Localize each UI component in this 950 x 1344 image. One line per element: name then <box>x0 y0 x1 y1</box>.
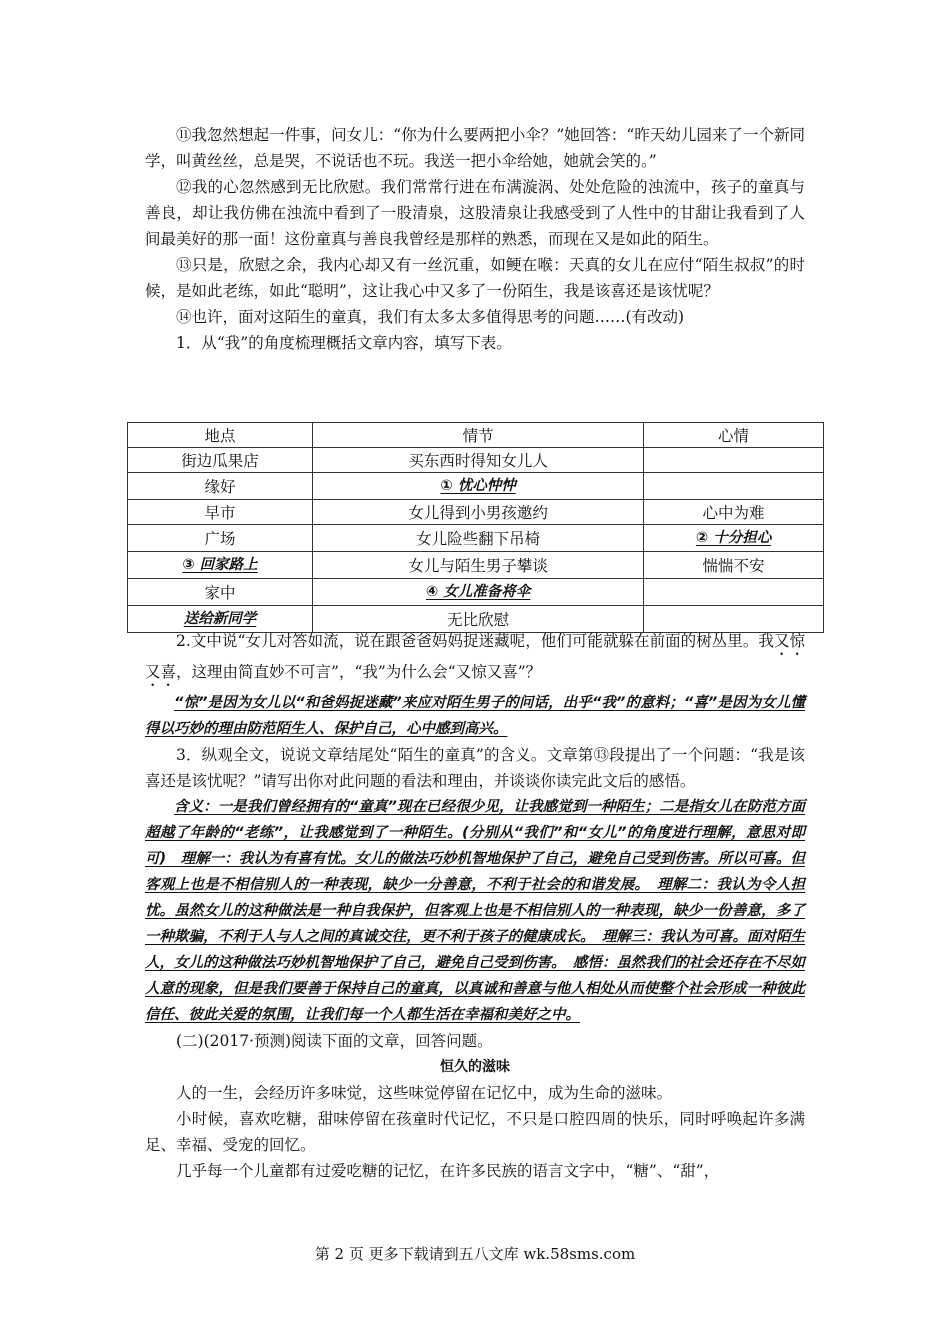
page-footer: 第 2 页 更多下载请到五八文库 wk.58sms.com <box>314 1245 636 1263</box>
table-header: 情节 <box>313 423 644 448</box>
table-cell <box>644 448 824 473</box>
table-cell: 心中为难 <box>644 500 824 525</box>
article-paragraph-1: 人的一生，会经历许多味觉，这些味觉停留在记忆中，成为生命的滋味。 <box>176 1084 673 1102</box>
table-cell: 惴惴不安 <box>644 552 824 579</box>
table-header-row <box>128 423 824 448</box>
table-cell: 女儿险些翻下吊椅 <box>313 525 644 552</box>
paragraph-11: ⑪我忽然想起一件事，问女儿：“你为什么要两把小伞？”她回答：“昨天幼儿园来了一个新同学，叫黄丝丝，总是哭，不说话也不玩。我送一把小伞给她，她就会笑的。” <box>145 126 805 170</box>
table-row <box>128 552 824 579</box>
paragraph-13: ⑬只是，欣慰之余，我内心却又有一丝沉重，如鲠在喉：天真的女儿在应付“陌生叔叔”的时候，是如此老练，如此“聪明”，这让我心中又多了一份陌生，我是该喜还是该忧呢？ <box>145 256 805 300</box>
questions-block <box>145 628 805 1184</box>
table-cell <box>644 473 824 500</box>
question-2-answer: “惊”是因为女儿以“和爸妈捉迷藏”来应对陌生男子的问话，出乎“我”的意料；“喜”是因为女儿懂得以巧妙的理由防范陌生人、保护自己，心中感到高兴。 <box>145 695 805 737</box>
question-3-prompt: 3．纵观全文，说说文章结尾处“陌生的童真”的含义。文章第⑬段提出了一个问题：“我是该喜还是该忧呢？”请写出你对此问题的看法和理由，并谈谈你读完此文后的感悟。 <box>145 746 805 790</box>
table-cell-answer: ③ 回家路上 <box>128 552 313 579</box>
table-cell: 女儿得到小男孩邀约 <box>313 500 644 525</box>
article-paragraph-2: 小时候，喜欢吃糖，甜味停留在孩童时代记忆，不只是口腔四周的快乐，同时呼唤起许多满足、幸福、受宠的回忆。 <box>145 1110 805 1154</box>
question-3-answer: 含义：一是我们曾经拥有的“童真”现在已经很少见，让我感觉到一种陌生；二是指女儿在防范方面超越了年龄的“老练”，让我感觉到了一种陌生。(分别从“我们”和“女儿”的角度进行理解，意思对即可) 理解一：我认为有喜有忧。女儿的做法巧妙机智地保护了自己，避免自己受到伤害。所以可喜。但客观上也是不相信别人的一种表现，缺少一分善意，不利于社会的和谐发展。 理解二：我认为令人担忧。虽然女儿的这种做法是一种自我保护，但客观上也是不相信别人的一种表现，缺少一份善意，多了一种欺骗，不利于人与人之间的真诚交往，更不利于孩子的健康成长。 理解三：我认为可喜。面对陌生人，女儿的这种做法巧妙机智地保护了自己，避免自己受到伤害。 感悟：虽然我们的社会还存在不尽如人意的现象，但是我们要善于保持自己的童真，以真诚和善意与他人相处从而使整个社会形成一种彼此信任、彼此关爱的氛围，让我们每一个人都生活在幸福和美好之中。 <box>145 799 805 1023</box>
table-cell: 广场 <box>128 525 313 552</box>
article-paragraph-3: 几乎每一个儿童都有过爱吃糖的记忆，在许多民族的语言文字中，“糖”、“甜”， <box>176 1162 720 1180</box>
table-cell: 买东西时得知女儿人 <box>313 448 644 473</box>
section-2-intro: (二)(2017·预测)阅读下面的文章，回答问题。 <box>176 1032 493 1050</box>
table-cell-answer: 送给新同学 <box>128 606 313 633</box>
article-title: 恒久的滋味 <box>440 1059 510 1075</box>
table-header: 地点 <box>128 423 313 448</box>
paragraph-12: ⑫我的心忽然感到无比欣慰。我们常常行进在布满漩涡、处处危险的浊流中，孩子的童真与善良，却让我仿佛在浊流中看到了一股清泉，这股清泉让我感受到了人性中的甘甜让我看到了人间最美好的那一面！这份童真与善良我曾经是那样的熟悉，而现在又是如此的陌生。 <box>145 178 805 248</box>
table-cell: 女儿与陌生男子攀谈 <box>313 552 644 579</box>
table-row <box>128 500 824 525</box>
paragraph-14: ⑭也许，面对这陌生的童真，我们有太多太多值得思考的问题……(有改动) <box>176 308 685 326</box>
table-row <box>128 448 824 473</box>
table-cell: 街边瓜果店 <box>128 448 313 473</box>
passage-top <box>145 122 805 356</box>
table-cell-answer: ④ 女儿准备将伞 <box>313 579 644 606</box>
table-cell: 家中 <box>128 579 313 606</box>
question-2-prompt: 2.文中说“女儿对答如流，说在跟爸爸妈妈捉迷藏呢，他们可能就躲在前面的树丛里。我又惊又喜，这理由简直妙不可言”，“我”为什么会“又惊又喜”？ <box>145 632 805 681</box>
table-row <box>128 473 824 500</box>
summary-table <box>127 422 824 633</box>
question-1-prompt: 1．从“我”的角度梳理概括文章内容，填写下表。 <box>176 334 512 352</box>
table-row <box>128 579 824 606</box>
table-cell: 无比欣慰 <box>313 606 644 633</box>
table-cell <box>644 579 824 606</box>
table-row <box>128 525 824 552</box>
table-cell-answer: ① 忧心忡忡 <box>313 473 644 500</box>
table-cell: 缘好 <box>128 473 313 500</box>
table-cell: 早市 <box>128 500 313 525</box>
table-header: 心情 <box>644 423 824 448</box>
table-cell-answer: ② 十分担心 <box>644 525 824 552</box>
emphasized-phrase: 又惊又喜 <box>145 632 805 681</box>
